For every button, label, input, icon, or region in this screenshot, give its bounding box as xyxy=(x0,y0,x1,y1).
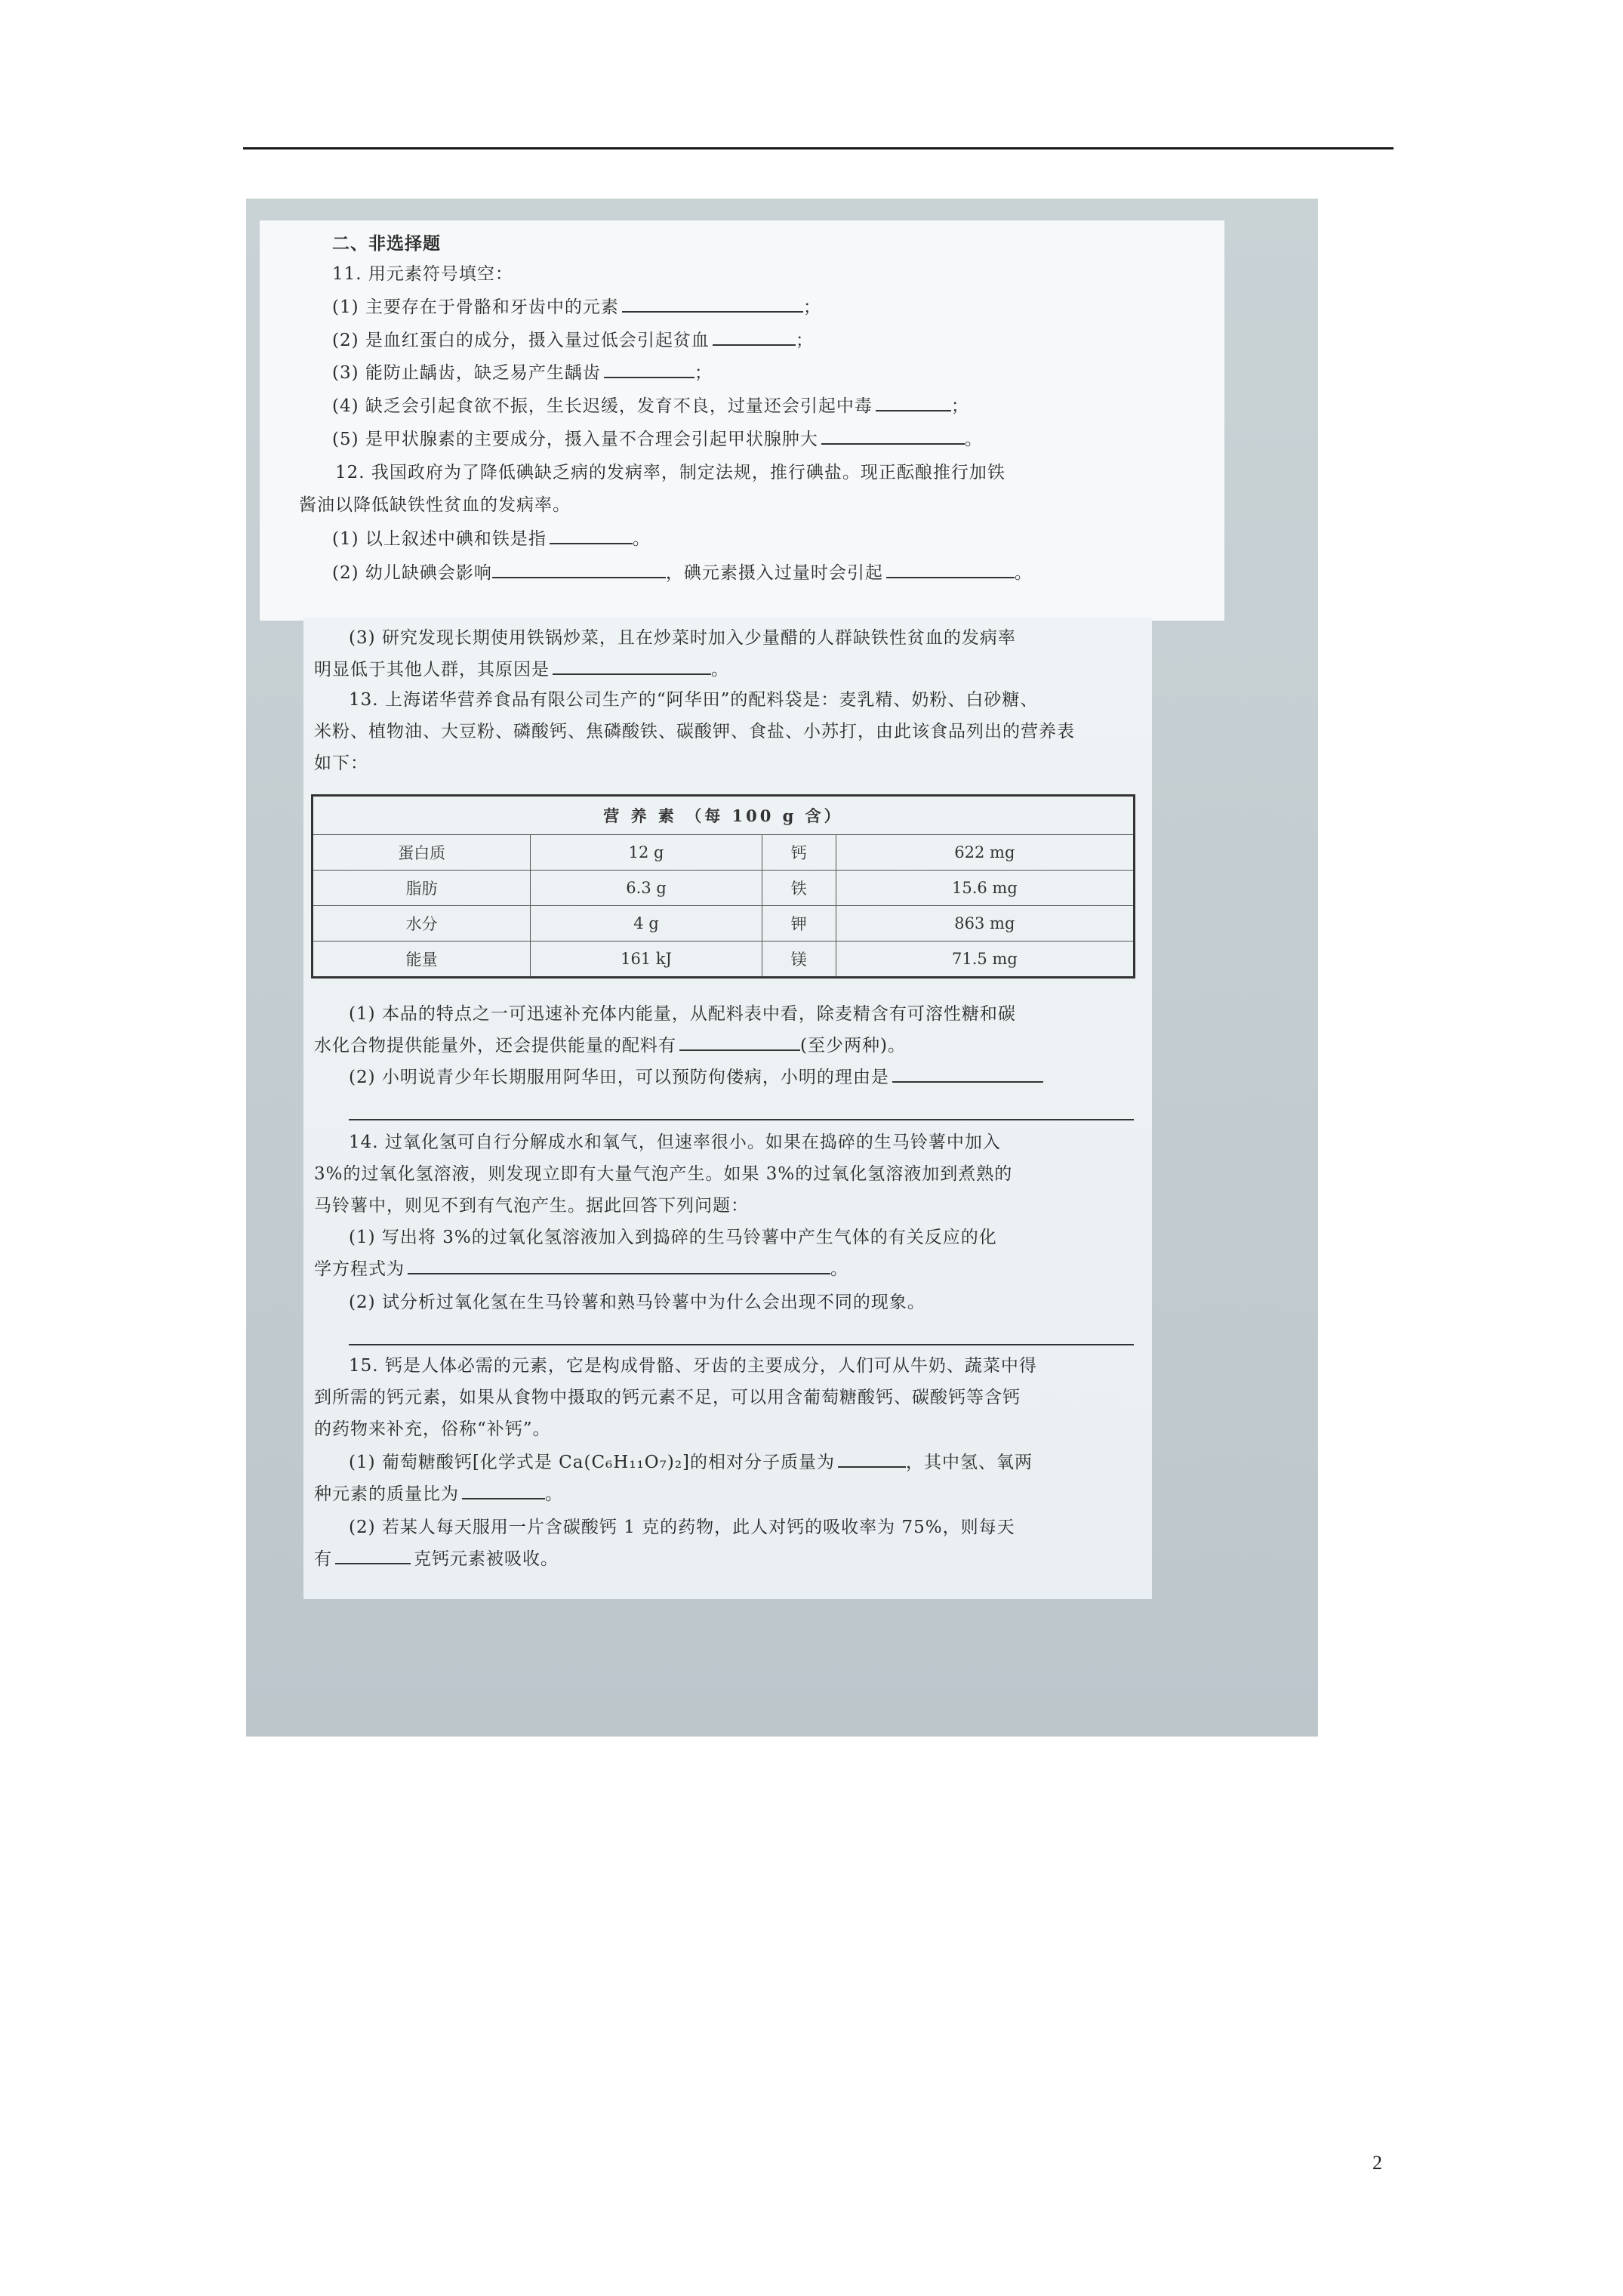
table-cell: 脂肪 xyxy=(313,870,531,905)
q14-stem-2: 3%的过氧化氢溶液，则发现立即有大量气泡产生。如果 3%的过氧化氢溶液加到煮熟的 xyxy=(314,1164,1013,1184)
table-cell: 钾 xyxy=(762,905,836,941)
table-cell: 水分 xyxy=(313,905,531,941)
table-cell: 15.6 mg xyxy=(836,870,1134,905)
table-cell: 12 g xyxy=(531,835,762,871)
q15-stem-2: 到所需的钙元素，如果从食物中摄取的钙元素不足，可以用含葡萄糖酸钙、碳酸钙等含钙 xyxy=(314,1388,1021,1407)
q13-stem-3: 如下： xyxy=(314,754,368,773)
q11-stem: 11. 用元素符号填空： xyxy=(332,264,513,284)
q13-part-1-line-2: 水化合物提供能量外，还会提供能量的配料有 (至少两种)。 xyxy=(314,1033,906,1059)
page-number: 2 xyxy=(1372,2152,1382,2174)
answer-line xyxy=(349,1327,1134,1345)
q13-stem-1: 13. 上海诺华营养食品有限公司生产的“阿华田”的配料袋是：麦乳精、奶粉、白砂糖、 xyxy=(349,690,1039,710)
section-title: 二、非选择题 xyxy=(332,233,441,254)
q14-part-1-line-1: (1) 写出将 3%的过氧化氢溶液加入到捣碎的生马铃薯中产生气体的有关反应的化 xyxy=(349,1228,997,1247)
q11-item-1: (1) 主要存在于骨骼和牙齿中的元素 ； xyxy=(332,294,821,320)
nutrition-table xyxy=(311,794,1135,978)
q12-part-1: (1) 以上叙述中碘和铁是指 。 xyxy=(332,526,651,552)
q15-part-2-line-2: 有 克钙元素被吸收。 xyxy=(314,1546,559,1572)
q14-part-1-line-2: 学方程式为 。 xyxy=(314,1256,848,1282)
nutrition-table-title: 营 养 素 （每 100 g 含） xyxy=(313,796,1135,835)
table-cell: 622 mg xyxy=(836,835,1134,871)
q15-stem-1: 15. 钙是人体必需的元素，它是构成骨骼、牙齿的主要成分，人们可从牛奶、蔬菜中得 xyxy=(349,1356,1037,1376)
q11-item-2: (2) 是血红蛋白的成分，摄入量过低会引起贫血 ； xyxy=(332,328,814,353)
q12-part-3-line-2: 明显低于其他人群，其原因是 。 xyxy=(314,657,729,683)
q15-stem-3: 的药物来补充，俗称“补钙”。 xyxy=(314,1419,551,1439)
table-cell: 6.3 g xyxy=(531,870,762,905)
table-cell: 镁 xyxy=(762,941,836,977)
q13-part-2: (2) 小明说青少年长期服用阿华田，可以预防佝偻病，小明的理由是 xyxy=(349,1065,1043,1090)
q12-part-3-line-1: (3) 研究发现长期使用铁锅炒菜，且在炒菜时加入少量醋的人群缺铁性贫血的发病率 xyxy=(349,628,1016,648)
table-cell: 铁 xyxy=(762,870,836,905)
table-row xyxy=(313,905,1135,941)
q11-item-4: (4) 缺乏会引起食欲不振，生长迟缓，发育不良，过量还会引起中毒 ； xyxy=(332,393,969,419)
table-cell: 863 mg xyxy=(836,905,1134,941)
q12-part-2: (2) 幼儿缺碘会影响 ，碘元素摄入过量时会引起 。 xyxy=(332,560,1033,586)
q11-item-5: (5) 是甲状腺素的主要成分，摄入量不合理会引起甲状腺肿大 。 xyxy=(332,427,983,452)
answer-line xyxy=(349,1102,1134,1120)
q14-part-2: (2) 试分析过氧化氢在生马铃薯和熟马铃薯中为什么会出现不同的现象。 xyxy=(349,1293,925,1312)
q15-part-1-line-2: 种元素的质量比为 。 xyxy=(314,1481,563,1507)
table-cell: 蛋白质 xyxy=(313,835,531,871)
header-rule xyxy=(243,147,1394,149)
table-cell: 能量 xyxy=(313,941,531,977)
q15-part-2-line-1: (2) 若某人每天服用一片含碳酸钙 1 克的药物，此人对钙的吸收率为 75%，则每天 xyxy=(349,1518,1015,1537)
table-cell: 71.5 mg xyxy=(836,941,1134,977)
table-row xyxy=(313,835,1135,871)
table-row xyxy=(313,870,1135,905)
table-row xyxy=(313,941,1135,977)
q14-stem-3: 马铃薯中，则见不到有气泡产生。据此回答下列问题： xyxy=(314,1196,749,1216)
q11-item-3: (3) 能防止龋齿，缺乏易产生龋齿 ； xyxy=(332,360,713,386)
q13-stem-2: 米粉、植物油、大豆粉、磷酸钙、焦磷酸铁、碳酸钾、食盐、小苏打，由此该食品列出的营养表 xyxy=(314,722,1075,741)
table-cell: 4 g xyxy=(531,905,762,941)
q13-part-1-line-1: (1) 本品的特点之一可迅速补充体内能量，从配料表中看，除麦精含有可溶性糖和碳 xyxy=(349,1004,1016,1024)
q15-part-1-line-1: (1) 葡萄糖酸钙[化学式是 Ca(C₆H₁₁O₇)₂]的相对分子质量为 ，其中氢、氧两 xyxy=(349,1450,1033,1475)
q12-stem-2: 酱油以降低缺铁性贫血的发病率。 xyxy=(299,495,571,515)
table-cell: 161 kJ xyxy=(531,941,762,977)
q12-stem-1: 12. 我国政府为了降低碘缺乏病的发病率，制定法规，推行碘盐。现正酝酿推行加铁 xyxy=(335,463,1006,482)
q14-stem-1: 14. 过氧化氢可自行分解成水和氧气，但速率很小。如果在捣碎的生马铃薯中加入 xyxy=(349,1133,1001,1152)
table-cell: 钙 xyxy=(762,835,836,871)
